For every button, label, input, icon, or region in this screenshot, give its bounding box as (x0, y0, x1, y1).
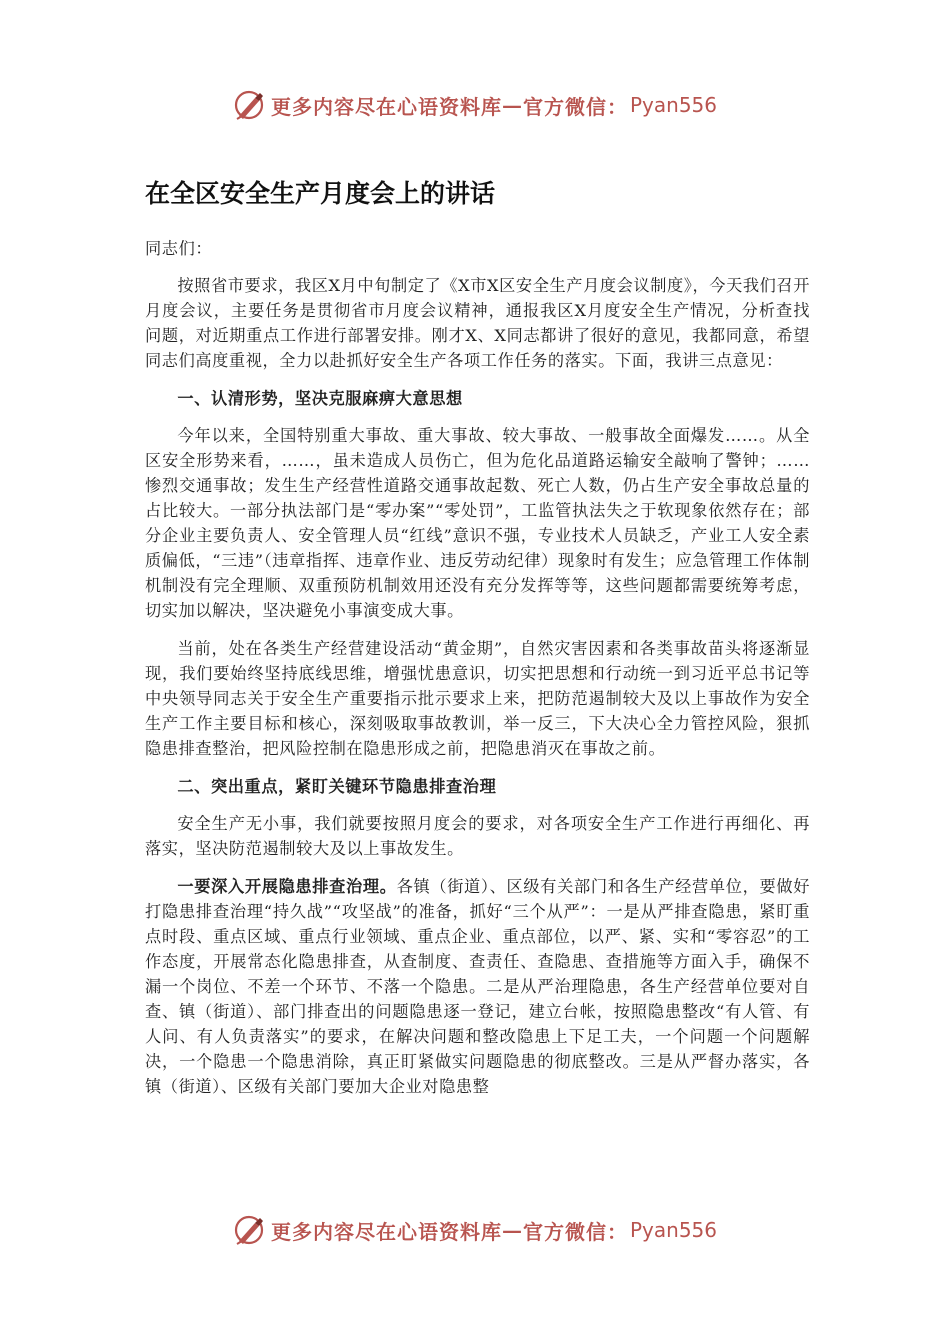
section-2-heading: 二、突出重点，紧盯关键环节隐患排查治理 (177, 777, 497, 796)
salutation: 同志们： (145, 239, 213, 258)
banner-dash: — (501, 1218, 523, 1242)
banner-brand-text: 更多内容尽在心语资料库 (270, 1219, 502, 1244)
section-2-paragraph-1: 安全生产无小事，我们就要按照月度会的要求，对各项安全生产工作进行再细化、再落实，坚决防范遏制较大及以上事故发生。 (145, 814, 810, 858)
banner-wechat-label: 官方微信： (522, 94, 628, 119)
banner-wechat-label: 官方微信： (522, 1219, 628, 1244)
pen-logo-icon (233, 88, 267, 122)
section-1-paragraph-2: 当前，处在各类生产经营建设活动“黄金期”，自然灾害因素和各类事故苗头将逐渐显现，我们要始终坚持底线思维，增强忧患意识，切实把思想和行动统一到习近平总书记等中央领导同志关于安全生产重要指示批示要求上来，把防范遏制较大及以上事故作为安全生产工作主要目标和核心，深刻吸取事故教训，举一反三，下大决心全力管控风险，狠抓隐患排查整治，把风险控制在隐患形成之前，把隐患消灭在事故之前。 (145, 639, 810, 758)
pen-logo-icon (233, 1213, 267, 1247)
header-watermark-banner (0, 85, 950, 125)
document-body (145, 176, 810, 1112)
section-1-paragraph-1: 今年以来，全国特别重大事故、重大事故、较大事故、一般事故全面爆发……。从全区安全形势来看，……，虽未造成人员伤亡，但为危化品道路运输安全敲响了警钟；……惨烈交通事故；发生生产经营性道路交通事故起数、死亡人数，仍占生产安全事故总量的占比较大。一部分执法部门是“零办案”“零处罚”，工监管执法失之于软现象依然存在；部分企业主要负责人、安全管理人员“红线”意识不强，专业技术人员缺乏，产业工人安全素质偏低，“三违”（违章指挥、违章作业、违反劳动纪律）现象时有发生；应急管理工作体制机制没有完全理顺、双重预防机制效用还没有充分发挥等等，这些问题都需要统筹考虑，切实加以解决，坚决避免小事演变成大事。 (145, 426, 810, 620)
banner-brand-text: 更多内容尽在心语资料库 (270, 94, 502, 119)
document-title: 在全区安全生产月度会上的讲话 (145, 179, 496, 208)
section-1-heading: 一、认清形势，坚决克服麻痹大意思想 (177, 389, 463, 408)
banner-wechat-id: Pyan556 (629, 1218, 717, 1242)
intro-paragraph: 按照省市要求，我区X月中旬制定了《X市X区安全生产月度会议制度》，今天我们召开月度会议，主要任务是贯彻省市月度会议精神，通报我区X月度安全生产情况，分析查找问题，对近期重点工作进行部署安排。刚才X、X同志都讲了很好的意见，我都同意，希望同志们高度重视，全力以赴抓好安全生产各项工作任务的落实。下面，我讲三点意见： (145, 276, 811, 370)
banner-wechat-id: Pyan556 (629, 93, 717, 117)
section-2-paragraph-2-lead: 一要深入开展隐患排查治理。 (177, 877, 397, 896)
section-2-paragraph-2 (145, 874, 810, 1099)
footer-watermark-banner (0, 1210, 950, 1250)
section-2-paragraph-2-body: 各镇（街道）、区级有关部门和各生产经营单位，要做好打隐患排查治理“持久战”“攻坚战”的准备，抓好“三个从严”：一是从严排查隐患，紧盯重点时段、重点区域、重点行业领域、重点企业、重点部位，以严、紧、实和“零容忍”的工作态度，开展常态化隐患排查，从查制度、查责任、查隐患、查措施等方面入手，确保不漏一个岗位、不差一个环节、不落一个隐患。二是从严治理隐患，各生产经营单位要对自查、镇（街道）、部门排查出的问题隐患逐一登记，建立台帐，按照隐患整改“有人管、有人问、有人负责落实”的要求，在解决问题和整改隐患上下足工夫，一个问题一个问题解决，一个隐患一个隐患消除，真正盯紧做实问题隐患的彻底整改。三是从严督办落实，各镇（街道）、区级有关部门要加大企业对隐患整 (145, 877, 810, 1096)
banner-dash: — (501, 93, 523, 117)
